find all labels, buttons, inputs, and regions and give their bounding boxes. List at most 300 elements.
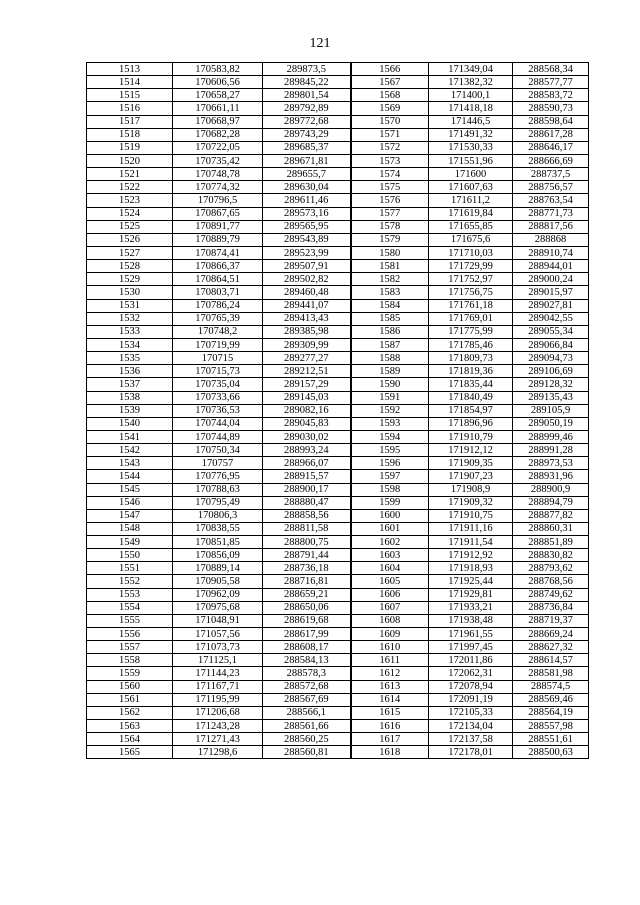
- left-point-number-cell: 1514: [87, 76, 173, 89]
- table-row: [87, 260, 589, 273]
- right-y-coordinate-cell: 288719,37: [513, 614, 589, 627]
- table-row: [87, 628, 589, 641]
- right-y-coordinate-cell: 288756,57: [513, 181, 589, 194]
- left-x-coordinate-cell: 170975,68: [173, 601, 263, 614]
- left-y-coordinate-cell: 289413,43: [263, 312, 351, 325]
- left-x-coordinate-cell: 170744,04: [173, 417, 263, 430]
- right-point-number-cell: 1616: [351, 720, 429, 733]
- table-row: [87, 63, 589, 76]
- left-y-coordinate-cell: 289460,48: [263, 286, 351, 299]
- table-row: [87, 154, 589, 167]
- right-x-coordinate-cell: 171446,5: [429, 115, 513, 128]
- left-y-coordinate-cell: 289772,68: [263, 115, 351, 128]
- right-x-coordinate-cell: 171551,96: [429, 154, 513, 167]
- left-point-number-cell: 1528: [87, 260, 173, 273]
- table-row: [87, 312, 589, 325]
- left-x-coordinate-cell: 170788,63: [173, 483, 263, 496]
- left-x-coordinate-cell: 170889,14: [173, 562, 263, 575]
- right-x-coordinate-cell: 171910,75: [429, 509, 513, 522]
- right-y-coordinate-cell: 288771,73: [513, 207, 589, 220]
- left-x-coordinate-cell: 170715: [173, 352, 263, 365]
- right-y-coordinate-cell: 288614,57: [513, 654, 589, 667]
- left-point-number-cell: 1516: [87, 102, 173, 115]
- left-point-number-cell: 1552: [87, 575, 173, 588]
- left-point-number-cell: 1530: [87, 286, 173, 299]
- right-point-number-cell: 1596: [351, 457, 429, 470]
- left-y-coordinate-cell: 288791,44: [263, 549, 351, 562]
- right-point-number-cell: 1577: [351, 207, 429, 220]
- right-x-coordinate-cell: 171907,23: [429, 470, 513, 483]
- left-y-coordinate-cell: 289845,22: [263, 76, 351, 89]
- left-point-number-cell: 1520: [87, 154, 173, 167]
- right-x-coordinate-cell: 171655,85: [429, 220, 513, 233]
- right-y-coordinate-cell: 288737,5: [513, 168, 589, 181]
- left-point-number-cell: 1522: [87, 181, 173, 194]
- left-x-coordinate-cell: 170744,89: [173, 430, 263, 443]
- right-y-coordinate-cell: 288583,72: [513, 89, 589, 102]
- table-row: [87, 693, 589, 706]
- right-x-coordinate-cell: 172011,86: [429, 654, 513, 667]
- right-y-coordinate-cell: 289027,81: [513, 299, 589, 312]
- right-point-number-cell: 1581: [351, 260, 429, 273]
- right-point-number-cell: 1610: [351, 641, 429, 654]
- left-x-coordinate-cell: 170864,51: [173, 273, 263, 286]
- left-y-coordinate-cell: 289441,07: [263, 299, 351, 312]
- right-point-number-cell: 1611: [351, 654, 429, 667]
- right-y-coordinate-cell: 288736,84: [513, 601, 589, 614]
- left-x-coordinate-cell: 171144,23: [173, 667, 263, 680]
- table-row: [87, 575, 589, 588]
- left-point-number-cell: 1535: [87, 352, 173, 365]
- left-y-coordinate-cell: 288800,75: [263, 536, 351, 549]
- table-row: [87, 194, 589, 207]
- left-x-coordinate-cell: 171195,99: [173, 693, 263, 706]
- left-point-number-cell: 1548: [87, 522, 173, 535]
- right-point-number-cell: 1589: [351, 365, 429, 378]
- right-x-coordinate-cell: 171775,99: [429, 325, 513, 338]
- right-point-number-cell: 1572: [351, 141, 429, 154]
- right-y-coordinate-cell: 288931,96: [513, 470, 589, 483]
- left-x-coordinate-cell: 170757: [173, 457, 263, 470]
- left-point-number-cell: 1531: [87, 299, 173, 312]
- left-x-coordinate-cell: 170806,3: [173, 509, 263, 522]
- left-x-coordinate-cell: 170736,53: [173, 404, 263, 417]
- table-row: [87, 141, 589, 154]
- table-row: [87, 273, 589, 286]
- right-x-coordinate-cell: 171909,32: [429, 496, 513, 509]
- right-x-coordinate-cell: 171491,32: [429, 128, 513, 141]
- table-row: [87, 601, 589, 614]
- left-y-coordinate-cell: 288915,57: [263, 470, 351, 483]
- table-row: [87, 641, 589, 654]
- left-y-coordinate-cell: 288572,68: [263, 680, 351, 693]
- left-x-coordinate-cell: 170795,49: [173, 496, 263, 509]
- table-row: [87, 102, 589, 115]
- right-point-number-cell: 1602: [351, 536, 429, 549]
- right-y-coordinate-cell: 288973,53: [513, 457, 589, 470]
- right-x-coordinate-cell: 171809,73: [429, 352, 513, 365]
- left-point-number-cell: 1524: [87, 207, 173, 220]
- right-y-coordinate-cell: 288768,56: [513, 575, 589, 588]
- right-x-coordinate-cell: 171349,04: [429, 63, 513, 76]
- left-y-coordinate-cell: 289685,37: [263, 141, 351, 154]
- right-point-number-cell: 1608: [351, 614, 429, 627]
- right-x-coordinate-cell: 171675,6: [429, 233, 513, 246]
- right-x-coordinate-cell: 171607,63: [429, 181, 513, 194]
- table-row: [87, 746, 589, 759]
- right-point-number-cell: 1606: [351, 588, 429, 601]
- table-row: [87, 444, 589, 457]
- right-x-coordinate-cell: 171909,35: [429, 457, 513, 470]
- left-point-number-cell: 1527: [87, 246, 173, 259]
- table-row: [87, 325, 589, 338]
- left-x-coordinate-cell: 170856,09: [173, 549, 263, 562]
- table-row: [87, 496, 589, 509]
- right-x-coordinate-cell: 171908,9: [429, 483, 513, 496]
- left-y-coordinate-cell: 289543,89: [263, 233, 351, 246]
- left-point-number-cell: 1517: [87, 115, 173, 128]
- right-point-number-cell: 1578: [351, 220, 429, 233]
- right-point-number-cell: 1569: [351, 102, 429, 115]
- left-x-coordinate-cell: 170748,2: [173, 325, 263, 338]
- left-y-coordinate-cell: 288561,66: [263, 720, 351, 733]
- right-x-coordinate-cell: 172091,19: [429, 693, 513, 706]
- right-y-coordinate-cell: 288669,24: [513, 628, 589, 641]
- right-y-coordinate-cell: 289000,24: [513, 273, 589, 286]
- right-point-number-cell: 1597: [351, 470, 429, 483]
- right-y-coordinate-cell: 288666,69: [513, 154, 589, 167]
- right-x-coordinate-cell: 171382,32: [429, 76, 513, 89]
- left-point-number-cell: 1564: [87, 733, 173, 746]
- left-y-coordinate-cell: 289045,83: [263, 417, 351, 430]
- left-y-coordinate-cell: 288900,17: [263, 483, 351, 496]
- left-point-number-cell: 1562: [87, 706, 173, 719]
- right-point-number-cell: 1598: [351, 483, 429, 496]
- left-y-coordinate-cell: 288566,1: [263, 706, 351, 719]
- right-x-coordinate-cell: 172178,01: [429, 746, 513, 759]
- right-x-coordinate-cell: 171611,2: [429, 194, 513, 207]
- left-y-coordinate-cell: 289309,99: [263, 338, 351, 351]
- table-row: [87, 588, 589, 601]
- left-point-number-cell: 1519: [87, 141, 173, 154]
- left-point-number-cell: 1550: [87, 549, 173, 562]
- left-y-coordinate-cell: 289611,46: [263, 194, 351, 207]
- table-row: [87, 457, 589, 470]
- right-y-coordinate-cell: 288877,82: [513, 509, 589, 522]
- left-y-coordinate-cell: 288560,25: [263, 733, 351, 746]
- left-y-coordinate-cell: 289145,03: [263, 391, 351, 404]
- right-y-coordinate-cell: 289105,9: [513, 404, 589, 417]
- left-point-number-cell: 1563: [87, 720, 173, 733]
- left-point-number-cell: 1556: [87, 628, 173, 641]
- right-x-coordinate-cell: 171835,44: [429, 378, 513, 391]
- right-point-number-cell: 1618: [351, 746, 429, 759]
- right-x-coordinate-cell: 171619,84: [429, 207, 513, 220]
- right-point-number-cell: 1580: [351, 246, 429, 259]
- table-row: [87, 733, 589, 746]
- table-row: [87, 299, 589, 312]
- left-point-number-cell: 1529: [87, 273, 173, 286]
- right-point-number-cell: 1588: [351, 352, 429, 365]
- table-row: [87, 76, 589, 89]
- left-x-coordinate-cell: 170719,99: [173, 338, 263, 351]
- right-x-coordinate-cell: 172078,94: [429, 680, 513, 693]
- left-point-number-cell: 1515: [87, 89, 173, 102]
- right-y-coordinate-cell: 288646,17: [513, 141, 589, 154]
- right-x-coordinate-cell: 171600: [429, 168, 513, 181]
- left-point-number-cell: 1555: [87, 614, 173, 627]
- table-row: [87, 168, 589, 181]
- coordinates-table: [86, 62, 589, 759]
- table-row: [87, 404, 589, 417]
- right-point-number-cell: 1614: [351, 693, 429, 706]
- table-row: [87, 667, 589, 680]
- left-point-number-cell: 1560: [87, 680, 173, 693]
- right-x-coordinate-cell: 171912,92: [429, 549, 513, 562]
- right-x-coordinate-cell: 171918,93: [429, 562, 513, 575]
- right-x-coordinate-cell: 171933,21: [429, 601, 513, 614]
- left-y-coordinate-cell: 288659,21: [263, 588, 351, 601]
- right-point-number-cell: 1601: [351, 522, 429, 535]
- right-y-coordinate-cell: 289066,84: [513, 338, 589, 351]
- left-x-coordinate-cell: 170668,97: [173, 115, 263, 128]
- table-row: [87, 509, 589, 522]
- left-y-coordinate-cell: 288716,81: [263, 575, 351, 588]
- left-x-coordinate-cell: 170866,37: [173, 260, 263, 273]
- right-point-number-cell: 1613: [351, 680, 429, 693]
- table-row: [87, 430, 589, 443]
- right-y-coordinate-cell: 288830,82: [513, 549, 589, 562]
- left-x-coordinate-cell: 170851,85: [173, 536, 263, 549]
- table-row: [87, 128, 589, 141]
- table-row: [87, 338, 589, 351]
- right-point-number-cell: 1585: [351, 312, 429, 325]
- right-point-number-cell: 1568: [351, 89, 429, 102]
- right-x-coordinate-cell: 171929,81: [429, 588, 513, 601]
- page-number: 121: [309, 36, 331, 51]
- right-point-number-cell: 1603: [351, 549, 429, 562]
- right-x-coordinate-cell: 171896,96: [429, 417, 513, 430]
- right-y-coordinate-cell: 288868: [513, 233, 589, 246]
- left-point-number-cell: 1532: [87, 312, 173, 325]
- right-y-coordinate-cell: 289106,69: [513, 365, 589, 378]
- left-x-coordinate-cell: 170583,82: [173, 63, 263, 76]
- left-y-coordinate-cell: 289277,27: [263, 352, 351, 365]
- right-x-coordinate-cell: 171840,49: [429, 391, 513, 404]
- left-point-number-cell: 1545: [87, 483, 173, 496]
- left-point-number-cell: 1549: [87, 536, 173, 549]
- left-y-coordinate-cell: 288880,47: [263, 496, 351, 509]
- table-row: [87, 706, 589, 719]
- left-x-coordinate-cell: 170722,05: [173, 141, 263, 154]
- right-x-coordinate-cell: 171910,79: [429, 430, 513, 443]
- left-y-coordinate-cell: 288736,18: [263, 562, 351, 575]
- left-x-coordinate-cell: 170715,73: [173, 365, 263, 378]
- right-x-coordinate-cell: 171925,44: [429, 575, 513, 588]
- table-row: [87, 483, 589, 496]
- right-y-coordinate-cell: 289055,34: [513, 325, 589, 338]
- right-y-coordinate-cell: 288598,64: [513, 115, 589, 128]
- table-row: [87, 720, 589, 733]
- right-point-number-cell: 1591: [351, 391, 429, 404]
- left-point-number-cell: 1525: [87, 220, 173, 233]
- left-y-coordinate-cell: 289630,04: [263, 181, 351, 194]
- right-x-coordinate-cell: 171938,48: [429, 614, 513, 627]
- left-x-coordinate-cell: 170874,41: [173, 246, 263, 259]
- left-point-number-cell: 1526: [87, 233, 173, 246]
- right-point-number-cell: 1576: [351, 194, 429, 207]
- right-x-coordinate-cell: 171530,33: [429, 141, 513, 154]
- right-point-number-cell: 1571: [351, 128, 429, 141]
- left-y-coordinate-cell: 288858,56: [263, 509, 351, 522]
- left-point-number-cell: 1540: [87, 417, 173, 430]
- right-y-coordinate-cell: 288568,34: [513, 63, 589, 76]
- right-x-coordinate-cell: 171729,99: [429, 260, 513, 273]
- right-y-coordinate-cell: 288551,61: [513, 733, 589, 746]
- left-point-number-cell: 1518: [87, 128, 173, 141]
- left-y-coordinate-cell: 289792,89: [263, 102, 351, 115]
- left-y-coordinate-cell: 289573,16: [263, 207, 351, 220]
- right-y-coordinate-cell: 289050,19: [513, 417, 589, 430]
- table-row: [87, 417, 589, 430]
- right-point-number-cell: 1579: [351, 233, 429, 246]
- left-x-coordinate-cell: 170661,11: [173, 102, 263, 115]
- left-y-coordinate-cell: 289507,91: [263, 260, 351, 273]
- right-y-coordinate-cell: 288817,56: [513, 220, 589, 233]
- right-x-coordinate-cell: 172062,31: [429, 667, 513, 680]
- right-y-coordinate-cell: 289015,97: [513, 286, 589, 299]
- right-x-coordinate-cell: 171761,18: [429, 299, 513, 312]
- right-point-number-cell: 1574: [351, 168, 429, 181]
- right-point-number-cell: 1609: [351, 628, 429, 641]
- left-x-coordinate-cell: 170891,77: [173, 220, 263, 233]
- left-point-number-cell: 1554: [87, 601, 173, 614]
- right-point-number-cell: 1593: [351, 417, 429, 430]
- table-row: [87, 246, 589, 259]
- right-x-coordinate-cell: 171418,18: [429, 102, 513, 115]
- left-y-coordinate-cell: 289502,82: [263, 273, 351, 286]
- right-y-coordinate-cell: 288900,9: [513, 483, 589, 496]
- right-y-coordinate-cell: 288749,62: [513, 588, 589, 601]
- left-y-coordinate-cell: 289873,5: [263, 63, 351, 76]
- right-point-number-cell: 1566: [351, 63, 429, 76]
- right-point-number-cell: 1615: [351, 706, 429, 719]
- left-x-coordinate-cell: 170748,78: [173, 168, 263, 181]
- right-y-coordinate-cell: 288851,89: [513, 536, 589, 549]
- left-x-coordinate-cell: 170838,55: [173, 522, 263, 535]
- right-point-number-cell: 1600: [351, 509, 429, 522]
- right-point-number-cell: 1612: [351, 667, 429, 680]
- right-x-coordinate-cell: 172105,33: [429, 706, 513, 719]
- left-y-coordinate-cell: 288578,3: [263, 667, 351, 680]
- left-x-coordinate-cell: 171125,1: [173, 654, 263, 667]
- right-y-coordinate-cell: 288627,32: [513, 641, 589, 654]
- right-y-coordinate-cell: 288944,01: [513, 260, 589, 273]
- left-point-number-cell: 1557: [87, 641, 173, 654]
- left-x-coordinate-cell: 170867,65: [173, 207, 263, 220]
- left-y-coordinate-cell: 289212,51: [263, 365, 351, 378]
- left-point-number-cell: 1558: [87, 654, 173, 667]
- left-x-coordinate-cell: 170905,58: [173, 575, 263, 588]
- table-row: [87, 286, 589, 299]
- table-row: [87, 220, 589, 233]
- table-row: [87, 378, 589, 391]
- left-x-coordinate-cell: 170658,27: [173, 89, 263, 102]
- right-y-coordinate-cell: 288574,5: [513, 680, 589, 693]
- right-y-coordinate-cell: 289128,32: [513, 378, 589, 391]
- left-x-coordinate-cell: 171167,71: [173, 680, 263, 693]
- left-x-coordinate-cell: 171271,43: [173, 733, 263, 746]
- right-y-coordinate-cell: 288991,28: [513, 444, 589, 457]
- right-y-coordinate-cell: 288500,63: [513, 746, 589, 759]
- left-x-coordinate-cell: 171048,91: [173, 614, 263, 627]
- right-x-coordinate-cell: 171400,1: [429, 89, 513, 102]
- table-row: [87, 207, 589, 220]
- left-x-coordinate-cell: 170776,95: [173, 470, 263, 483]
- table-row: [87, 352, 589, 365]
- left-y-coordinate-cell: 288584,13: [263, 654, 351, 667]
- table-row: [87, 115, 589, 128]
- table-row: [87, 680, 589, 693]
- right-x-coordinate-cell: 171769,01: [429, 312, 513, 325]
- table-row: [87, 614, 589, 627]
- left-x-coordinate-cell: 170750,34: [173, 444, 263, 457]
- left-point-number-cell: 1559: [87, 667, 173, 680]
- right-y-coordinate-cell: 288910,74: [513, 246, 589, 259]
- right-point-number-cell: 1583: [351, 286, 429, 299]
- left-x-coordinate-cell: 170735,04: [173, 378, 263, 391]
- left-y-coordinate-cell: 288617,99: [263, 628, 351, 641]
- left-point-number-cell: 1561: [87, 693, 173, 706]
- right-x-coordinate-cell: 171911,54: [429, 536, 513, 549]
- right-x-coordinate-cell: 172134,04: [429, 720, 513, 733]
- right-point-number-cell: 1575: [351, 181, 429, 194]
- left-point-number-cell: 1543: [87, 457, 173, 470]
- right-x-coordinate-cell: 171997,45: [429, 641, 513, 654]
- left-x-coordinate-cell: 170803,71: [173, 286, 263, 299]
- table-row: [87, 89, 589, 102]
- right-x-coordinate-cell: 171752,97: [429, 273, 513, 286]
- right-point-number-cell: 1594: [351, 430, 429, 443]
- left-x-coordinate-cell: 170682,28: [173, 128, 263, 141]
- right-point-number-cell: 1584: [351, 299, 429, 312]
- left-y-coordinate-cell: 289801,54: [263, 89, 351, 102]
- left-point-number-cell: 1521: [87, 168, 173, 181]
- left-x-coordinate-cell: 170765,39: [173, 312, 263, 325]
- table-row: [87, 522, 589, 535]
- left-x-coordinate-cell: 170796,5: [173, 194, 263, 207]
- left-point-number-cell: 1541: [87, 430, 173, 443]
- right-point-number-cell: 1582: [351, 273, 429, 286]
- left-y-coordinate-cell: 288811,58: [263, 522, 351, 535]
- left-point-number-cell: 1551: [87, 562, 173, 575]
- left-x-coordinate-cell: 171057,56: [173, 628, 263, 641]
- table-row: [87, 470, 589, 483]
- right-y-coordinate-cell: 289094,73: [513, 352, 589, 365]
- left-x-coordinate-cell: 170774,32: [173, 181, 263, 194]
- right-point-number-cell: 1592: [351, 404, 429, 417]
- right-point-number-cell: 1570: [351, 115, 429, 128]
- left-x-coordinate-cell: 171298,6: [173, 746, 263, 759]
- left-x-coordinate-cell: 170889,79: [173, 233, 263, 246]
- table-row: [87, 549, 589, 562]
- left-y-coordinate-cell: 289671,81: [263, 154, 351, 167]
- left-point-number-cell: 1544: [87, 470, 173, 483]
- right-point-number-cell: 1604: [351, 562, 429, 575]
- right-x-coordinate-cell: 171785,46: [429, 338, 513, 351]
- right-y-coordinate-cell: 288564,19: [513, 706, 589, 719]
- right-point-number-cell: 1595: [351, 444, 429, 457]
